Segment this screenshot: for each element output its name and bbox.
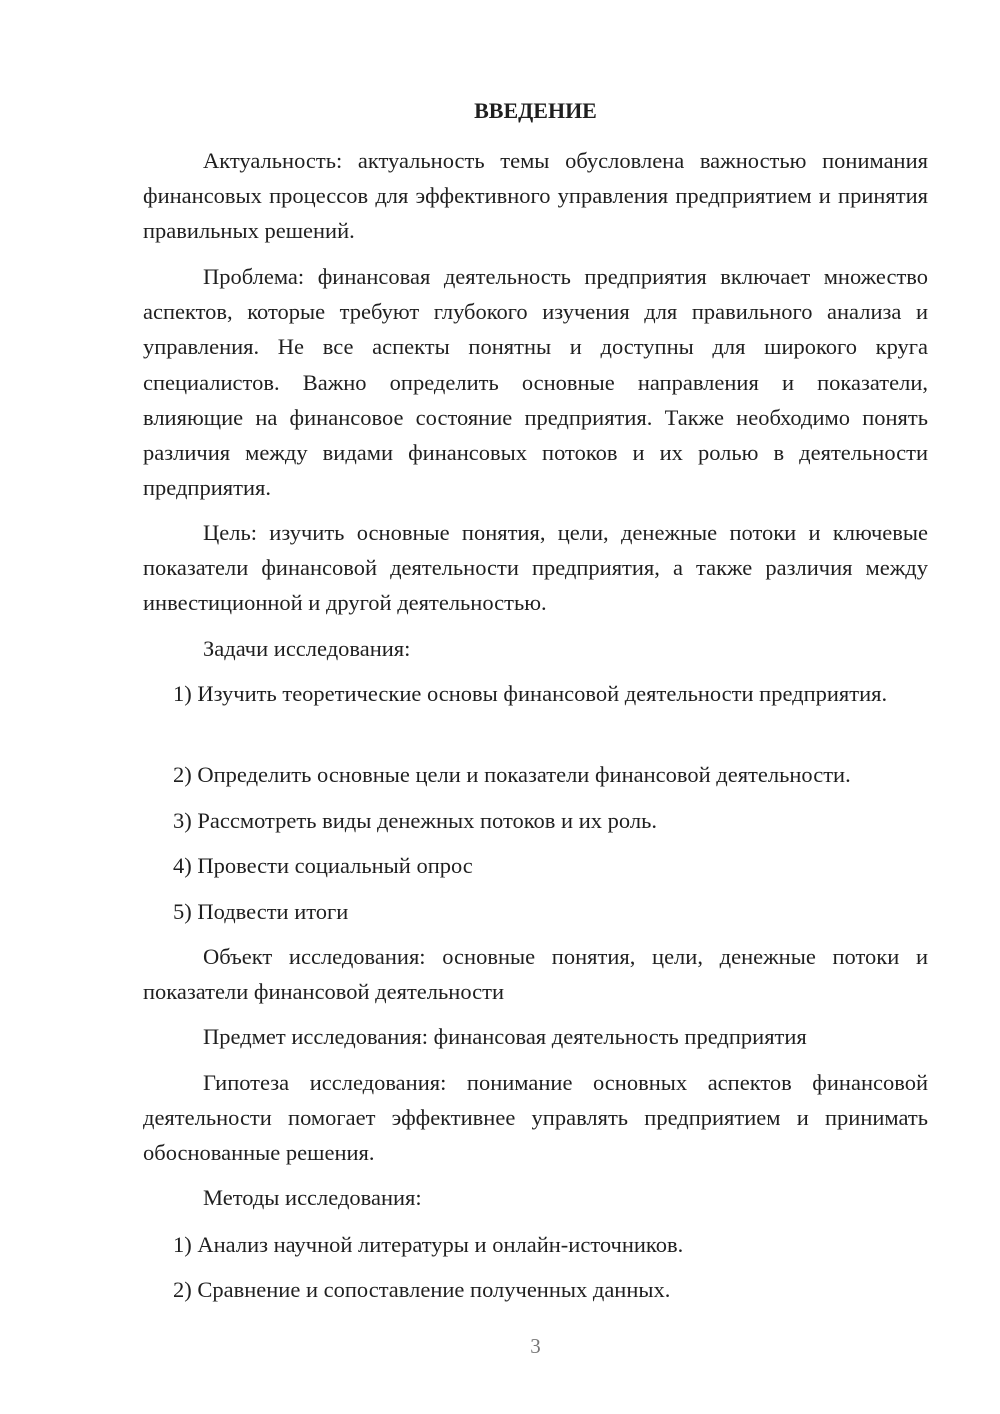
document-page: [143, 0, 928, 1414]
method-item-1: 1) Анализ научной литературы и онлайн-источников.: [173, 1232, 684, 1257]
paragraph-methods-heading: Методы исследования:: [203, 1185, 422, 1210]
task-item-4: 4) Провести социальный опрос: [173, 853, 473, 878]
paragraph-relevance: Актуальность: актуальность темы обусловлена важностью понимания финансовых процессов для эффективного управления предприятием и принятия правильных решений.: [143, 148, 928, 244]
page-number: 3: [530, 1334, 541, 1358]
paragraph-hypothesis: Гипотеза исследования: понимание основных аспектов финансовой деятельности помогает эффективнее управлять предприятием и принимать обоснованные решения.: [143, 1070, 928, 1166]
paragraph-tasks-heading: Задачи исследования:: [203, 636, 411, 661]
task-item-2: 2) Определить основные цели и показатели финансовой деятельности.: [173, 762, 851, 787]
paragraph-subject: Предмет исследования: финансовая деятельность предприятия: [203, 1024, 807, 1049]
task-item-3: 3) Рассмотреть виды денежных потоков и их роль.: [173, 808, 657, 833]
method-item-2: 2) Сравнение и сопоставление полученных данных.: [173, 1277, 671, 1302]
paragraph-problem: Проблема: финансовая деятельность предприятия включает множество аспектов, которые требуют глубокого изучения для правильного анализа и управления. Не все аспекты понятны и доступны для широкого круга специалистов. Важно определить основные направления и показатели, влияющие на финансовое состояние предприятия. Также необходимо понять различия между видами финансовых потоков и их ролью в деятельности предприятия.: [143, 264, 928, 501]
task-item-1: 1) Изучить теоретические основы финансовой деятельности предприятия.: [173, 681, 888, 706]
paragraph-object: Объект исследования: основные понятия, цели, денежные потоки и показатели финансовой деятельности: [143, 944, 928, 1005]
page-title: ВВЕДЕНИЕ: [474, 98, 597, 123]
task-item-5: 5) Подвести итоги: [173, 899, 349, 924]
paragraph-goal: Цель: изучить основные понятия, цели, денежные потоки и ключевые показатели финансовой деятельности предприятия, а также различия между инвестиционной и другой деятельностью.: [143, 520, 928, 616]
